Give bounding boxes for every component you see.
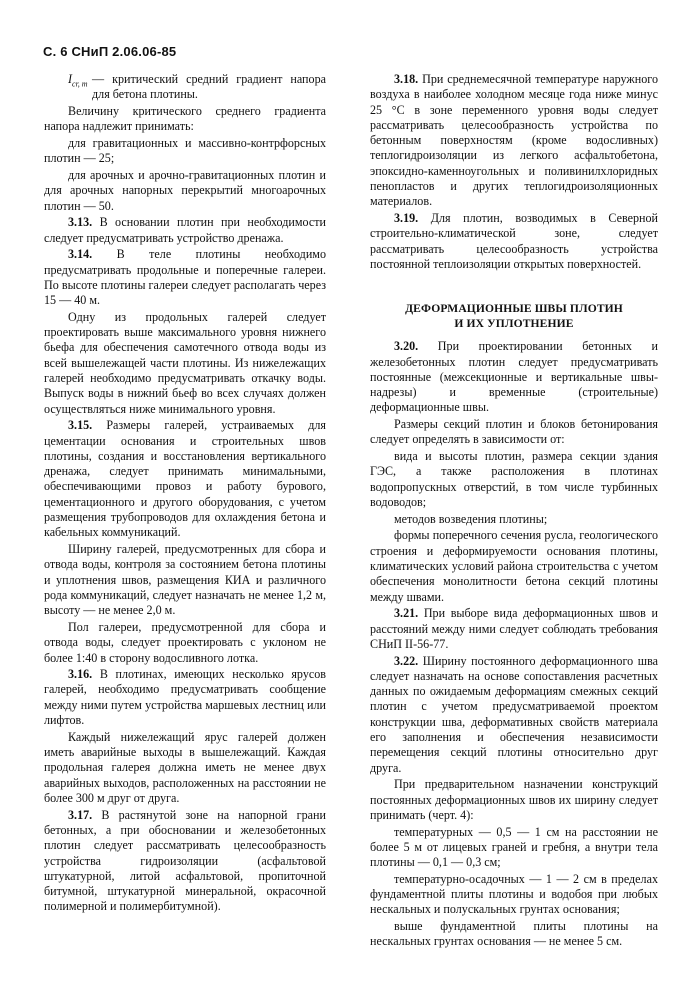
numbered-paragraph xyxy=(44,215,326,246)
clause-text: Размеры галерей, устраиваемых для цементации основания и строительных швов плотины, создания и восстановления вертикального дренажа, следует принимать минимальными, обеспечивающими провоз и работу бурового, цементационного и другого оборудования, с учетом размещения трубопроводов для охлаждения бетона и кабельных коммуникаций. xyxy=(44,418,326,540)
clause-number: 3.19. xyxy=(394,211,419,226)
clause-text: Ширину постоянного деформационного шва следует назначать на основе сопоставления расчетных данных по ожидаемым деформациям смежных секций плотин с учетом предусматриваемой проектом конструкции шва, деформативных свойств материала его заполнения и обеспечения независимости перемещения секций плотины относительно друг друга. xyxy=(370,653,658,775)
paragraph: Размеры секций плотин и блоков бетонирования следует определять в зависимости от: xyxy=(370,417,658,447)
clause-number: 3.22. xyxy=(394,653,419,668)
left-column xyxy=(44,72,326,916)
clause-text: В основании плотин при необходимости следует предусматривать устройство дренажа. xyxy=(44,215,326,245)
clause-text: При среднемесячной температуре наружного воздуха в наиболее холодном месяце года ниже минус 25 °С в зоне переменного уровня воды следует рассматривать целесообразность устройства по бетонным поверхностям (кроме водосливных) теплогидроизоляции из легкого асфальтобетона, эпоксидно-каменноугольных и поливинилхлоридных пенопластов и других теплогидроизоляционных материалов. xyxy=(370,72,658,209)
paragraph: температурных — 0,5 — 1 см на расстоянии не более 5 м от лицевых граней и гребня, а внутри тела плотины — 0,1 — 0,3 см; xyxy=(370,824,658,870)
paragraph: При предварительном назначении конструкций постоянных деформационных швов их ширину следует принимать (черт. 4): xyxy=(370,777,658,822)
section-heading: ДЕФОРМАЦИОННЫЕ ШВЫ ПЛОТИН И ИХ УПЛОТНЕНИЕ xyxy=(405,302,623,330)
symbol-subscript: cr, m xyxy=(72,79,88,89)
clause-text: Для плотин, возводимых в Северной строительно-климатической зоне, следует рассматривать целесообразность устройства постоянной теплоизоляции открытых поверхностей. xyxy=(370,211,658,271)
numbered-paragraph xyxy=(370,654,658,776)
clause-text: При выборе вида деформационных швов и расстояний между ними следует соблюдать требования СНиП II-56-77. xyxy=(370,606,658,651)
paragraph: выше фундаментной плиты плотины на нескальных грунтах основания — не менее 5 см. xyxy=(370,919,658,949)
page-header: С. 6 СНиП 2.06.06-85 xyxy=(43,44,177,59)
clause-text: В растянутой зоне на напорной грани бетонных, а при обосновании и железобетонных плотин следует рассматривать целесообразность устройства гидроизоляции (асфальтовой штукатурной, литой асфальтовой, пропиточной битумной, штукатурной минеральной, окрасочной полимерной и полимербитумной). xyxy=(44,807,326,914)
symbol xyxy=(68,72,88,92)
paragraph: Пол галереи, предусмотренной для сбора и отвода воды, следует проектировать с уклоном не более 1:40 в сторону водосливного лотка. xyxy=(44,619,326,665)
paragraph: Одну из продольных галерей следует проектировать выше максимального уровня нижнего бьефа для обеспечения самотечного отвода воды из всей вышележащей части плотины. Из нижележащих галерей необходимо предусматривать откачку воды. Выпуск воды в нижний бьеф во всех случаях должен осуществляться ниже минимального уровня. xyxy=(44,309,326,416)
numbered-paragraph xyxy=(44,247,326,308)
numbered-paragraph xyxy=(370,211,658,272)
paragraph: Каждый нижележащий ярус галерей должен иметь аварийные выходы в вышележащий. Каждая продольная галерея должна иметь не менее двух аварийных выходов, расположенных на расстоянии не более 300 м друг от друга. xyxy=(44,729,326,805)
numbered-paragraph xyxy=(370,339,658,415)
clause-number: 3.18. xyxy=(394,72,419,86)
definition-paragraph xyxy=(44,72,326,103)
clause-number: 3.17. xyxy=(68,807,93,822)
paragraph: Величину критического среднего градиента напора надлежит принимать: xyxy=(44,103,326,134)
clause-number: 3.21. xyxy=(394,606,419,621)
paragraph: для гравитационных и массивно-контрфорсных плотин — 25; xyxy=(44,135,326,166)
definition-text: — критический средний градиент напора для бетона плотины. xyxy=(92,72,326,102)
clause-number: 3.13. xyxy=(68,215,93,230)
numbered-paragraph xyxy=(370,606,658,652)
numbered-paragraph xyxy=(44,418,326,540)
right-column xyxy=(370,72,658,951)
numbered-paragraph xyxy=(44,667,326,728)
clause-number: 3.16. xyxy=(68,667,93,682)
paragraph: для арочных и арочно-гравитационных плотин и для арочных напорных перекрытий многоарочных плотин — 50. xyxy=(44,167,326,213)
paragraph: Ширину галерей, предусмотренных для сбора и отвода воды, контроля за состоянием бетона плотины и уплотнения швов, размещения КИА и различного рода коммуникаций, следует назначать не менее 1,2 м, высоту — не менее 2,0 м. xyxy=(44,542,326,618)
clause-text: В теле плотины необходимо предусматривать продольные и поперечные галереи. По высоте плотины галереи следует располагать через 15 — 40 м. xyxy=(44,247,326,308)
paragraph: формы поперечного сечения русла, геологического строения и деформируемости основания плотины, климатических условий района строительства с учетом обеспечения монолитности бетона секций плотины между швами. xyxy=(370,528,658,604)
clause-number: 3.20. xyxy=(394,339,419,354)
numbered-paragraph xyxy=(370,72,658,210)
paragraph: методов возведения плотины; xyxy=(394,511,548,526)
numbered-paragraph xyxy=(44,808,326,915)
paragraph: вида и высоты плотин, размера секции здания ГЭС, а также расположения в плотинах водопропускных отверстий, в том числе турбинных водоводов; xyxy=(370,449,658,509)
paragraph: температурно-осадочных — 1 — 2 см в пределах фундаментной плиты плотины и водобоя при любых нескальных и полускальных грунтах основания; xyxy=(370,871,658,917)
clause-number: 3.15. xyxy=(68,418,93,433)
clause-text: При проектировании бетонных и железобетонных плотин следует предусматривать постоянные (межсекционные и вертикальные швы-надрезы) и временные (строительные) деформационные швы. xyxy=(370,339,658,415)
clause-text: В плотинах, имеющих несколько ярусов галерей, необходимо предусматривать сообщение между ними путем устройства маршевых лестниц или лифтов. xyxy=(44,667,326,728)
clause-number: 3.14. xyxy=(68,247,93,262)
symbol-main: I xyxy=(68,72,73,86)
